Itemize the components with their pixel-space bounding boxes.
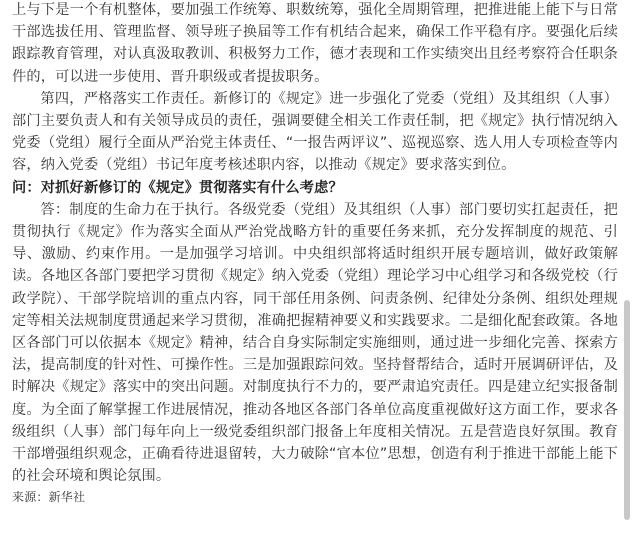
article-body (12, 0, 618, 507)
answer-paragraph: 答：制度的生命力在于执行。各级党委（党组）及其组织（人事）部门要切实扛起责任，把贯彻执行《规定》作为落实全面从严治党战略方针的重要任务来抓，充分发挥制度的规范、引导、激励、约束作用。一是加强学习培训。中央组织部将适时组织开展专题培训，做好政策解读。各地区各部门要把学习贯彻《规定》纳入党委（党组）理论学习中心组学习和各级党校（行政学院）、干部学院培训的重点内容，同干部任用条例、问责条例、纪律处分条例、组织处理规定等相关法规制度贯通起来学习贯彻，准确把握精神要义和实践要求。二是细化配套政策。各地区各部门可以依据本《规定》精神，结合自身实际制定实施细则，通过进一步细化完善、探索方法，提高制度的针对性、可操作性。三是加强跟踪问效。坚持督帮结合，适时开展调研评估，及时解决《规定》落实中的突出问题。对制度执行不力的，要严肃追究责任。四是建立纪实报备制度。为全面了解掌握工作进展情况，推动各地区各部门各单位高度重视做好这方面工作，要求各级组织（人事）部门每年向上一级党委组织部门报备上年度相关情况。五是营造良好氛围。教育干部增强组织观念，正确看待进退留转，大力破除“官本位”思想，创造有利于推进干部能上能下的社会环境和舆论氛围。 (12, 201, 618, 485)
vertical-scrollbar[interactable] (623, 0, 631, 535)
paragraph-fourth-point: 第四，严格落实工作责任。新修订的《规定》进一步强化了党委（党组）及其组织（人事）部门主要负责人和有关领导成员的责任，强调要健全相关工作责任制，把《规定》执行情况纳入党委（党组）履行全面从严治党主体责任、“一报告两评议”、巡视巡察、选人用人专项检查等内容，纳入党委（党组）书记年度考核述职内容，以推动《规定》要求落实到位。 (12, 90, 618, 174)
scrollbar-thumb[interactable] (624, 300, 630, 520)
question-heading: 问：对抓好新修订的《规定》贯彻落实有什么考虑？ (12, 179, 343, 196)
paragraph-continued: 上与下是一个有机整体，要加强工作统筹、职数统筹，强化全周期管理，把推进能上能下与日常干部选拔任用、管理监督、领导班子换届等工作有机结合起来，确保工作平稳有序。要强化后续跟踪教育管理，对认真汲取教训、积极努力工作，德才表现和工作实绩突出且经考察符合任职条件的，可以进一步使用、晋升职级或者提拔职务。 (12, 2, 618, 85)
source-credit: 来源：新华社 (12, 490, 86, 505)
